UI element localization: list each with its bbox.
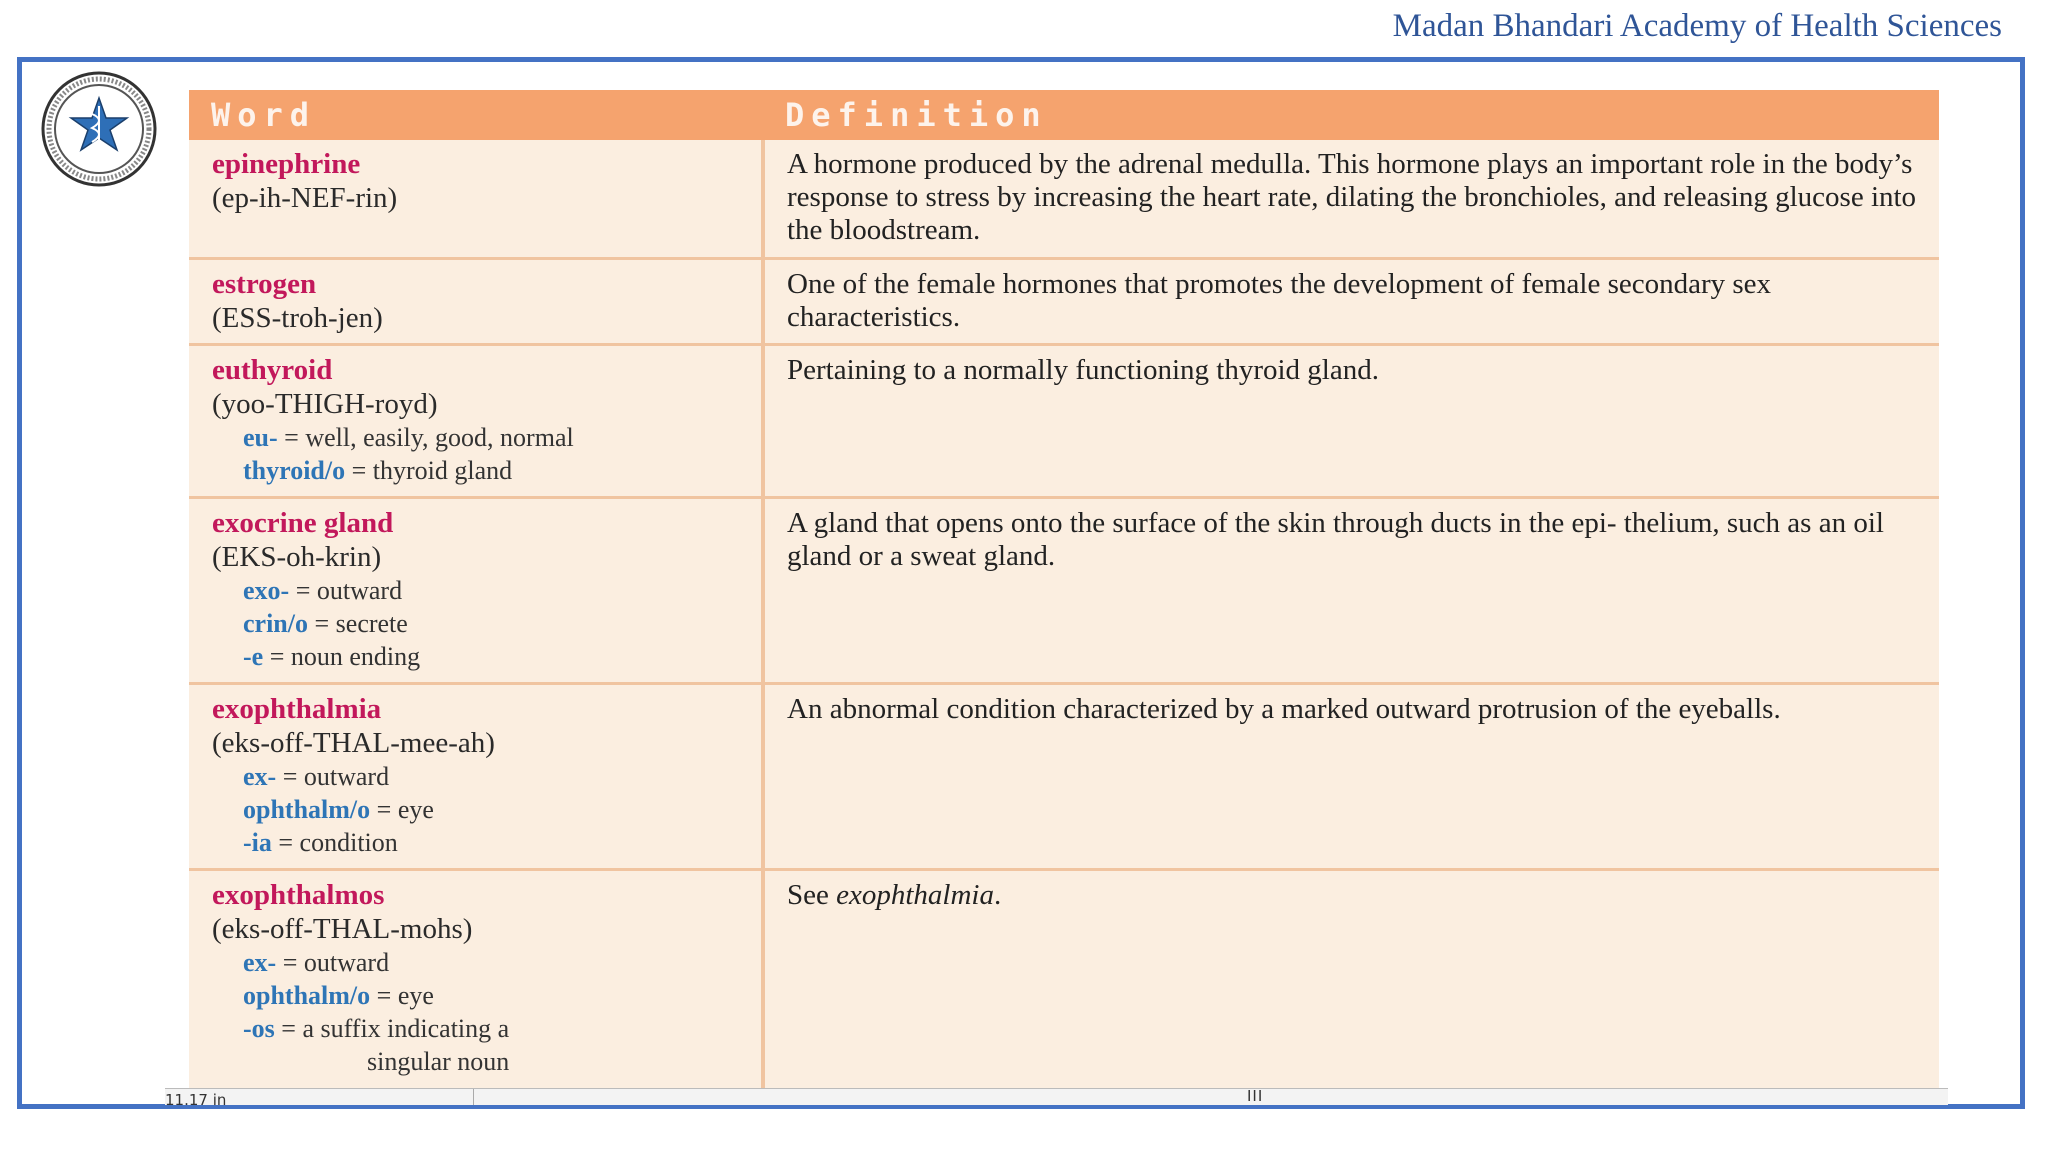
word-part-prefix: ex-	[243, 762, 277, 791]
word-part-prefix: ophthalm/o	[243, 981, 371, 1010]
definition-cell	[765, 346, 1939, 496]
definition-cell	[765, 871, 1939, 1088]
term: exocrine gland	[212, 507, 394, 539]
word-part-continuation: singular noun	[367, 1047, 510, 1076]
word-cell	[189, 871, 765, 1088]
word-part-meaning: = a suffix indicating a	[274, 1014, 510, 1043]
word-part	[212, 793, 761, 826]
word-part-prefix: ex-	[243, 948, 277, 977]
scrollbar-divider	[473, 1089, 474, 1105]
word-part-meaning: = condition	[271, 828, 398, 857]
word-part-prefix: eu-	[243, 423, 278, 452]
word-part-meaning: = noun ending	[263, 642, 421, 671]
word-part-meaning: = well, easily, good, normal	[277, 423, 574, 452]
term: exophthalmos	[212, 879, 385, 911]
word-part-prefix: -ia	[243, 828, 272, 857]
definition-cell	[765, 140, 1939, 257]
table-row	[189, 140, 1939, 260]
definition: An abnormal condition characterized by a marked outward protrusion of the eyeballs.	[787, 693, 1781, 725]
horizontal-scrollbar[interactable]	[165, 1087, 1948, 1109]
word-part-prefix: exo-	[243, 576, 290, 605]
word-part-meaning: = secrete	[308, 609, 408, 638]
table-row	[189, 260, 1939, 346]
word-part-meaning: = outward	[276, 948, 390, 977]
word-part	[212, 979, 761, 1012]
definition: One of the female hormones that promotes the development of female secondary sex characteristics.	[787, 268, 1772, 333]
word-cell	[189, 499, 765, 682]
word-part-prefix: crin/o	[243, 609, 308, 638]
word-part	[212, 826, 761, 859]
pronunciation: (eks-off-THAL-mee-ah)	[212, 727, 495, 759]
column-header-word: Word	[211, 96, 317, 134]
scroll-position-readout: 11.17 in	[165, 1091, 227, 1109]
word-part	[212, 607, 761, 640]
pronunciation: (EKS-oh-krin)	[212, 541, 382, 573]
term: estrogen	[212, 268, 317, 300]
word-part-prefix: thyroid/o	[243, 456, 346, 485]
word-part	[212, 640, 761, 673]
definition-prefix: See	[787, 879, 837, 911]
word-part-prefix: ophthalm/o	[243, 795, 371, 824]
word-cell	[189, 140, 765, 257]
definition-cell	[765, 260, 1939, 343]
table-row	[189, 346, 1939, 499]
definition: Pertaining to a normally functioning thyroid gland.	[787, 354, 1379, 386]
glossary-table	[189, 90, 1939, 1088]
definition: A gland that opens onto the surface of the skin through ducts in the epi- thelium, such as an oil gland or a sweat gland.	[787, 507, 1884, 572]
definition: A hormone produced by the adrenal medulla. This hormone plays an important role in the body’s response to stress by increasing the heart rate, dilating the bronchioles, and releasing glucose into the bloodstream.	[787, 148, 1917, 246]
pronunciation: (yoo-THIGH-royd)	[212, 388, 438, 420]
term: epinephrine	[212, 148, 361, 180]
academy-seal-icon	[40, 70, 158, 188]
word-cell	[189, 346, 765, 496]
scrollbar-grip-icon[interactable]: III	[1247, 1087, 1264, 1105]
word-part	[212, 574, 761, 607]
table-row	[189, 685, 1939, 871]
institution-title: Madan Bhandari Academy of Health Sciences	[1392, 8, 2002, 44]
pronunciation: (ESS-troh-jen)	[212, 302, 383, 334]
definition	[787, 879, 1919, 912]
word-part	[212, 1012, 761, 1078]
word-part-meaning: = thyroid gland	[345, 456, 513, 485]
word-part-prefix: -e	[243, 642, 264, 671]
word-part	[212, 946, 761, 979]
column-header-definition: Definition	[785, 96, 1048, 134]
definition-suffix: .	[993, 879, 1002, 911]
word-cell	[189, 685, 765, 868]
word-part	[212, 421, 761, 454]
word-cell	[189, 260, 765, 343]
word-part-meaning: = outward	[276, 762, 390, 791]
word-part	[212, 760, 761, 793]
word-part-meaning: = outward	[289, 576, 403, 605]
word-part-prefix: -os	[243, 1014, 275, 1043]
definition-cell	[765, 499, 1939, 682]
term: euthyroid	[212, 354, 333, 386]
word-part-meaning: = eye	[370, 981, 434, 1010]
pronunciation: (ep-ih-NEF-rin)	[212, 182, 398, 214]
table-row	[189, 871, 1939, 1088]
table-row	[189, 499, 1939, 685]
word-part	[212, 454, 761, 487]
pronunciation: (eks-off-THAL-mohs)	[212, 913, 473, 945]
word-part-meaning: = eye	[370, 795, 434, 824]
definition-cell	[765, 685, 1939, 868]
term: exophthalmia	[212, 693, 382, 725]
definition-crossref: exophthalmia	[836, 879, 994, 911]
table-header-row	[189, 90, 1939, 140]
